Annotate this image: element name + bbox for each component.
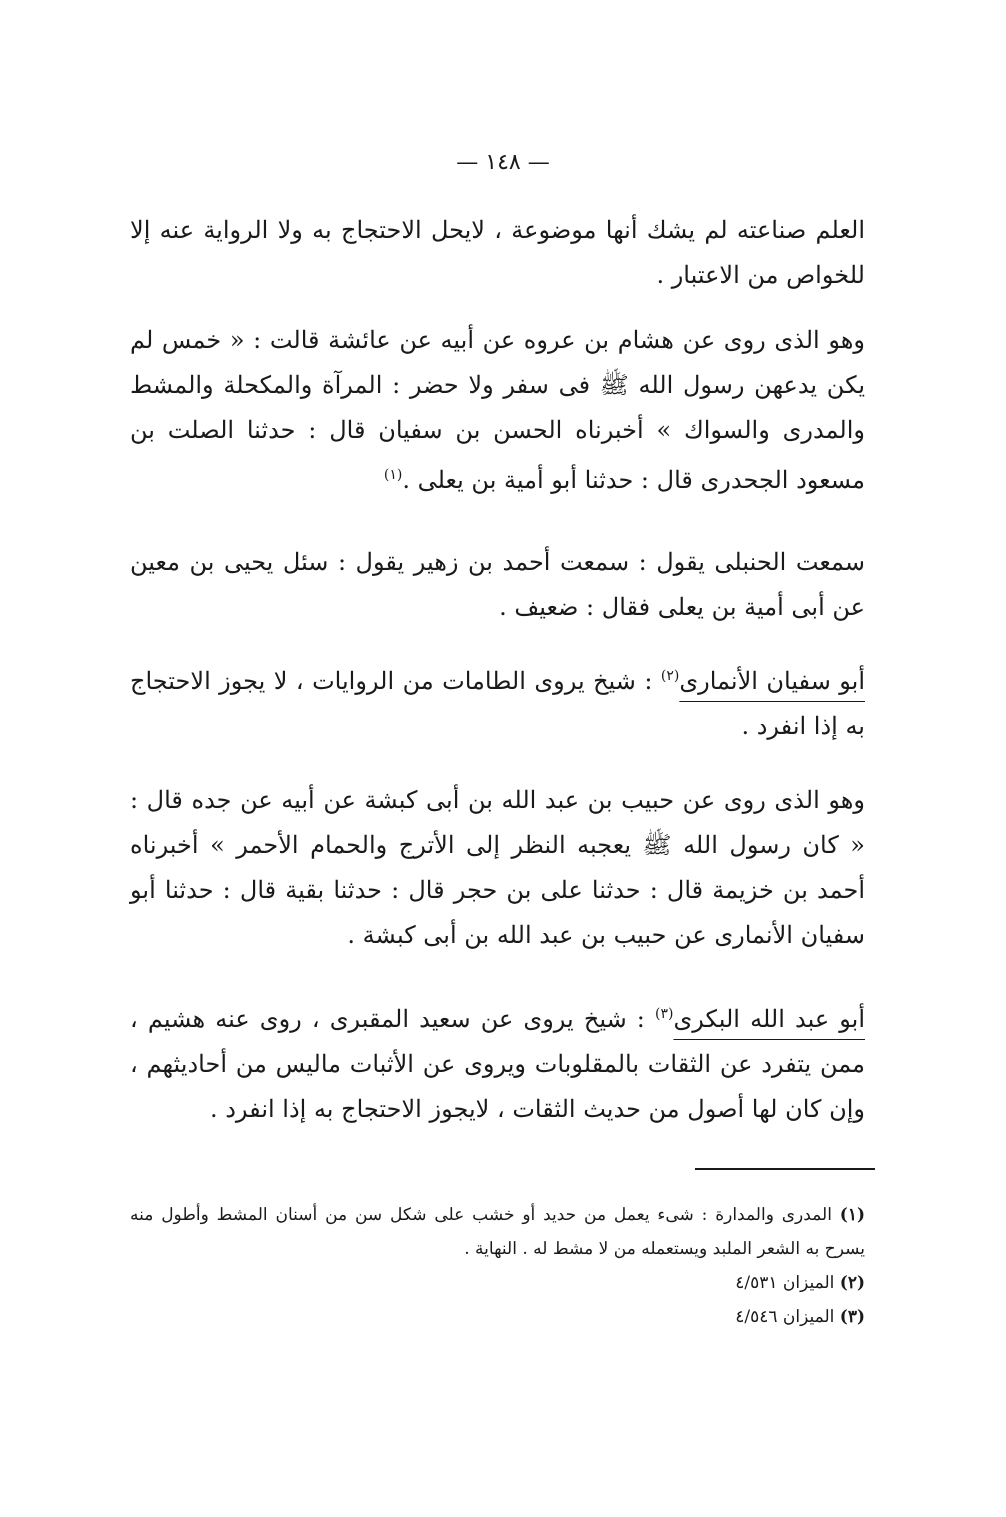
- page-number: — ١٤٨ —: [456, 150, 550, 175]
- paragraph-1: العلم صناعته لم يشك أنها موضوعة ، لايحل الاحتجاج به ولا الرواية عنه إلا للخواص من الاعتبار .: [130, 216, 865, 289]
- paragraph-2: [130, 318, 865, 503]
- footnote-1-number: (١): [839, 1205, 865, 1225]
- paragraph-5: وهو الذى روى عن حبيب بن عبد الله بن أبى كبشة عن أبيه عن جده قال : « كان رسول الله ﷺ يعجبه النظر إلى الأترج والحمام الأحمر » أخبرناه أحمد بن خزيمة قال : حدثنا على بن حجر قال : حدثنا بقية قال : حدثنا أبو سفيان الأنمارى عن حبيب بن عبد الله بن أبى كبشة .: [130, 786, 865, 949]
- footnote-3: [130, 1300, 865, 1334]
- paragraph-2-text: وهو الذى روى عن هشام بن عروه عن أبيه عن عائشة قالت : « خمس لم يكن يدعهن رسول الله ﷺ فى سفر ولا حضر : المرآة والمكحلة والمشط والمدرى والسواك » أخبرناه الحسن بن سفيان قال : حدثنا الصلت بن مسعود الجحدرى قال : حدثنا أبو أمية بن يعلى .: [130, 326, 865, 494]
- footnote-ref-2: (٢): [660, 668, 680, 684]
- paragraph-4-text: : شيخ يروى الطامات من الروايات ، لا يجوز الاحتجاج به إذا انفرد .: [130, 667, 865, 740]
- footnote-3-text: الميزان ٤/٥٤٦: [735, 1307, 835, 1327]
- footnote-1: [130, 1198, 865, 1266]
- footnote-ref-3: (٣): [655, 1006, 674, 1022]
- entry-name-abu-sufyan: أبو سفيان الأنمارى: [679, 667, 865, 695]
- footnote-1-text: المدرى والمدارة : شىء يعمل من حديد أو خشب على شكل سن من أسنان المشط وأطول منه يسرح به الشعر الملبد ويستعمله من لا مشط له . النهاية .: [130, 1205, 865, 1259]
- paragraph-6: [130, 992, 865, 1132]
- paragraph-6-text: : شيخ يروى عن سعيد المقبرى ، روى عنه هشيم ، ممن يتفرد عن الثقات بالمقلوبات ويروى عن الأثبات ماليس من أحاديثهم ، وإن كان لها أصول من حديث الثقات ، لايجوز الاحتجاج به إذا انفرد .: [130, 1005, 865, 1123]
- paragraph-3: سمعت الحنبلى يقول : سمعت أحمد بن زهير يقول : سئل يحيى بن معين عن أبى أمية بن يعلى فقال : ضعيف .: [130, 548, 865, 621]
- footnote-2-text: الميزان ٤/٥٣١: [735, 1273, 835, 1293]
- footnote-divider: [695, 1168, 875, 1170]
- footnote-ref-1: (١): [383, 467, 403, 483]
- paragraph-4: [130, 654, 865, 749]
- footnote-2-number: (٢): [839, 1273, 865, 1293]
- footnote-2: [130, 1266, 865, 1300]
- footnote-3-number: (٣): [839, 1307, 865, 1327]
- entry-name-abu-abdallah: أبو عبد الله البكرى: [673, 1005, 866, 1033]
- footnotes: [130, 1198, 865, 1334]
